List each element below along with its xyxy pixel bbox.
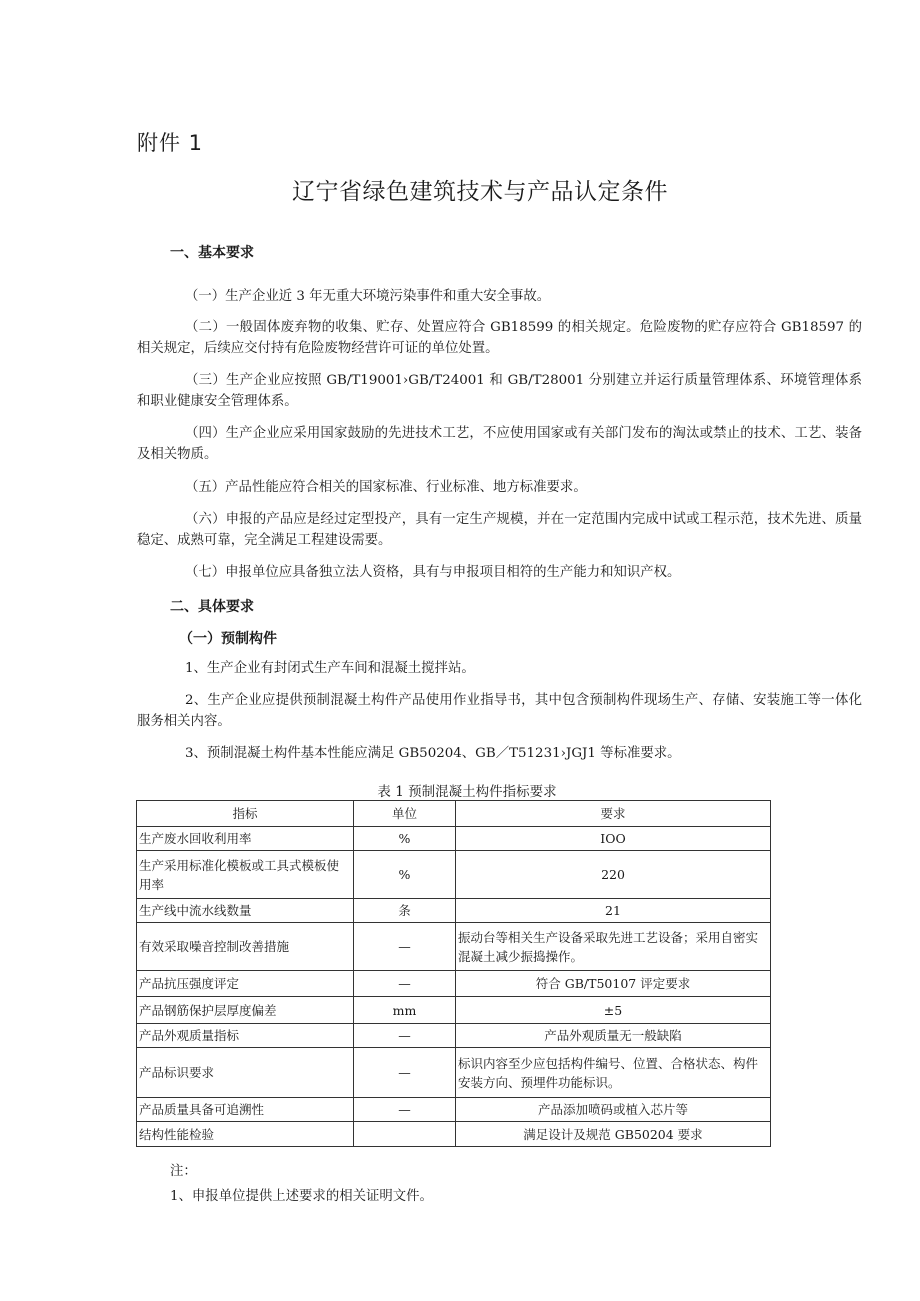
section2-item-2: 2、生产企业应提供预制混凝土构件产品使用作业指导书，其中包含预制构件现场生产、存储、安装施工等一体化服务相关内容。 [137, 693, 862, 729]
document-title: 辽宁省绿色建筑技术与产品认定条件 [292, 179, 668, 205]
cell-indicator: 结构性能检验 [137, 1122, 354, 1147]
table-row [137, 997, 771, 1024]
section1-item-6: （六）申报的产品应是经过定型投产，具有一定生产规模，并在一定范围内完成中试或工程示范，技术先进、质量稳定、成熟可靠，完全满足工程建设需要。 [137, 512, 862, 548]
cell-unit [354, 1122, 456, 1147]
cell-indicator: 生产采用标准化模板或工具式模板使用率 [137, 851, 354, 899]
table-row [137, 827, 771, 851]
section1-item-2: （二）一般固体废弃物的收集、贮存、处置应符合 GB18599 的相关规定。危险废物的贮存应符合 GB18597 的相关规定，后续应交付持有危险废物经营许可证的单位处置。 [137, 320, 862, 356]
cell-unit: — [354, 1098, 456, 1122]
table-row [137, 1122, 771, 1147]
table-row [137, 971, 771, 997]
cell-unit: 条 [354, 899, 456, 923]
cell-requirement: IOO [456, 827, 771, 851]
table-row [137, 923, 771, 971]
table-row [137, 1048, 771, 1098]
table-caption: 表 1 预制混凝土构件指标要求 [377, 784, 557, 800]
cell-requirement: 220 [456, 851, 771, 899]
note-item-1: 1、申报单位提供上述要求的相关证明文件。 [170, 1189, 433, 1204]
cell-indicator: 产品抗压强度评定 [137, 971, 354, 997]
header-requirement: 要求 [456, 801, 771, 827]
attachment-label: 附件 1 [137, 131, 204, 155]
cell-indicator: 生产废水回收利用率 [137, 827, 354, 851]
cell-indicator: 有效采取噪音控制改善措施 [137, 923, 354, 971]
cell-indicator: 产品质量具备可追溯性 [137, 1098, 354, 1122]
table-row [137, 1024, 771, 1048]
cell-unit: % [354, 851, 456, 899]
cell-requirement: 21 [456, 899, 771, 923]
cell-requirement: 符合 GB/T50107 评定要求 [456, 971, 771, 997]
section1-item-4: （四）生产企业应采用国家鼓励的先进技术工艺，不应使用国家或有关部门发布的淘汰或禁止的技术、工艺、装备及相关物质。 [137, 426, 862, 462]
table-row [137, 899, 771, 923]
section2-item-1: 1、生产企业有封闭式生产车间和混凝土搅拌站。 [185, 661, 475, 676]
cell-unit: — [354, 1048, 456, 1098]
cell-indicator: 产品外观质量指标 [137, 1024, 354, 1048]
cell-indicator: 产品标识要求 [137, 1048, 354, 1098]
section2-item-3: 3、预制混凝土构件基本性能应满足 GB50204、GB／T51231›JGJ1 等标准要求。 [185, 746, 681, 761]
header-indicator: 指标 [137, 801, 354, 827]
cell-indicator: 产品钢筋保护层厚度偏差 [137, 997, 354, 1024]
table-row [137, 851, 771, 899]
cell-indicator: 生产线中流水线数量 [137, 899, 354, 923]
cell-unit: — [354, 923, 456, 971]
cell-requirement: 振动台等相关生产设备采取先进工艺设备；采用自密实混凝土减少振捣操作。 [456, 923, 771, 971]
table-header-row [137, 801, 771, 827]
cell-unit: % [354, 827, 456, 851]
section2-heading: 二、具体要求 [170, 599, 254, 615]
cell-requirement: 产品添加喷码或植入芯片等 [456, 1098, 771, 1122]
cell-requirement: 产品外观质量无一般缺陷 [456, 1024, 771, 1048]
cell-requirement: 满足设计及规范 GB50204 要求 [456, 1122, 771, 1147]
cell-requirement: ±5 [456, 997, 771, 1024]
section1-item-1: （一）生产企业近 3 年无重大环境污染事件和重大安全事故。 [185, 289, 551, 304]
section1-item-7: （七）申报单位应具备独立法人资格，具有与申报项目相符的生产能力和知识产权。 [185, 565, 681, 580]
cell-requirement: 标识内容至少应包括构件编号、位置、合格状态、构件安装方向、预埋件功能标识。 [456, 1048, 771, 1098]
header-unit: 单位 [354, 801, 456, 827]
cell-unit: — [354, 971, 456, 997]
section1-item-3: （三）生产企业应按照 GB/T19001›GB/T24001 和 GB/T28001 分别建立并运行质量管理体系、环境管理体系和职业健康安全管理体系。 [137, 373, 862, 409]
cell-unit: mm [354, 997, 456, 1024]
table-row [137, 1098, 771, 1122]
notes-label: 注： [170, 1164, 197, 1179]
section1-item-5: （五）产品性能应符合相关的国家标准、行业标准、地方标准要求。 [185, 480, 587, 495]
cell-unit: — [354, 1024, 456, 1048]
section1-heading: 一、基本要求 [170, 245, 254, 261]
spec-table [136, 800, 771, 1147]
section2-sub-heading: （一）预制构件 [179, 631, 277, 647]
